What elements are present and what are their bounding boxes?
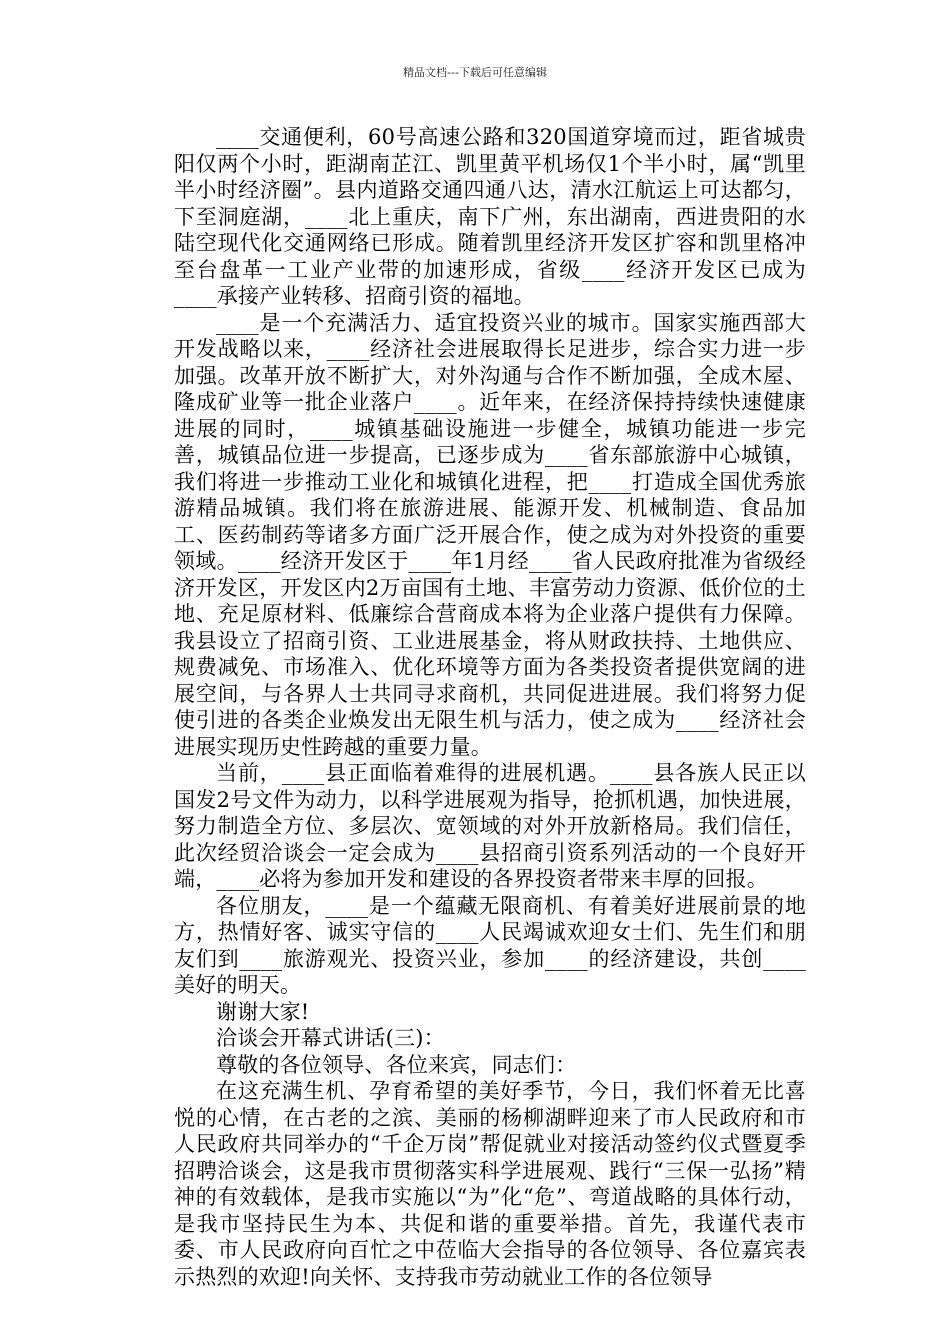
page-header: 精品文档---下载后可任意编辑 bbox=[403, 66, 547, 79]
document-body bbox=[174, 124, 806, 1290]
section-title-speech-three: 洽谈会开幕式讲话(三)： bbox=[216, 1026, 445, 1050]
paragraph-transport: ____交通便利，60号高速公路和320国道穿境而过，距省城贵阳仅两个小时，距湖南芷江、凯里黄平机场仅1个半小时，属“凯里半小时经济圈”。县内道路交通四通八达，清水江航运上可达都匀，下至洞庭湖，____北上重庆，南下广州，东出湖南，西进贵阳的水陆空现代化交通网络已形成。随着凯里经济开发区扩容和凯里格冲至台盘革一工业产业带的加速形成，省级____经济开发区已成为____承接产业转移、招商引资的福地。 bbox=[174, 125, 806, 308]
paragraph-opening: 在这充满生机、孕育希望的美好季节，今日，我们怀着无比喜悦的心情，在古老的之滨、美丽的杨柳湖畔迎来了市人民政府和市人民政府共同举办的“千企万岗”帮促就业对接活动签约仪式暨夏季招聘洽谈会，这是我市贯彻落实科学进展观、践行“三保一弘扬”精神的有效载体，是我市实施以“为”化“危”、弯道战略的具体行动，是我市坚持民生为本、共促和谐的重要举措。首先，我谨代表市委、市人民政府向百忙之中莅临大会指导的各位领导、各位嘉宾表示热烈的欢迎!向关怀、支持我市劳动就业工作的各位领导 bbox=[174, 1079, 806, 1289]
paragraph-thanks: 谢谢大家! bbox=[216, 999, 310, 1024]
paragraph-salutation: 尊敬的各位领导、各位来宾，同志们： bbox=[216, 1052, 577, 1077]
paragraph-city-development: ____是一个充满活力、适宜投资兴业的城市。国家实施西部大开发战略以来，____经济社会进展取得长足进步，综合实力进一步加强。改革开放不断扩大，对外沟通与合作不断加强，全成木屋、隆成矿业等一批企业落户____。近年来，在经济保持持续快速健康进展的同时，____城镇基础设施进一步健全，城镇功能进一步完善，城镇品位进一步提高，已逐步成为____省东部旅游中心城镇，我们将进一步推动工业化和城镇化进程，把____打造成全国优秀旅游精品城镇。我们将在旅游进展、能源开发、机械制造、食品加工、医药制药等诸多方面广泛开展合作，使之成为对外投资的重要领域。____经济开发区于____年1月经____省人民政府批准为省级经济开发区，开发区内2万亩国有土地、丰富劳动力资源、低价位的土地、充足原材料、低廉综合营商成本将为企业落户提供有力保障。我县设立了招商引资、工业进展基金，将从财政扶持、土地供应、规费减免、市场准入、优化环境等方面为各类投资者提供宽阔的进展空间，与各界人士共同寻求商机，共同促进进展。我们将努力促使引进的各类企业焕发出无限生机与活力，使之成为____经济社会进展实现历史性跨越的重要力量。 bbox=[174, 310, 806, 759]
paragraph-opportunity: 当前，____县正面临着难得的进展机遇。____县各族人民正以国发2号文件为动力，以科学进展观为指导，抢抓机遇，加快进展，努力制造全方位、多层次、宽领域的对外开放新格局。我们信任，此次经贸洽谈会一定会成为____县招商引资系列活动的一个良好开端，____必将为参加开发和建设的各界投资者带来丰厚的回报。 bbox=[174, 761, 806, 891]
paragraph-welcome-friends: 各位朋友，____是一个蕴藏无限商机、有着美好进展前景的地方，热情好客、诚实守信的____人民竭诚欢迎女士们、先生们和朋友们到____旅游观光、投资兴业，参加____的经济建设，共创____美好的明天。 bbox=[174, 893, 806, 997]
